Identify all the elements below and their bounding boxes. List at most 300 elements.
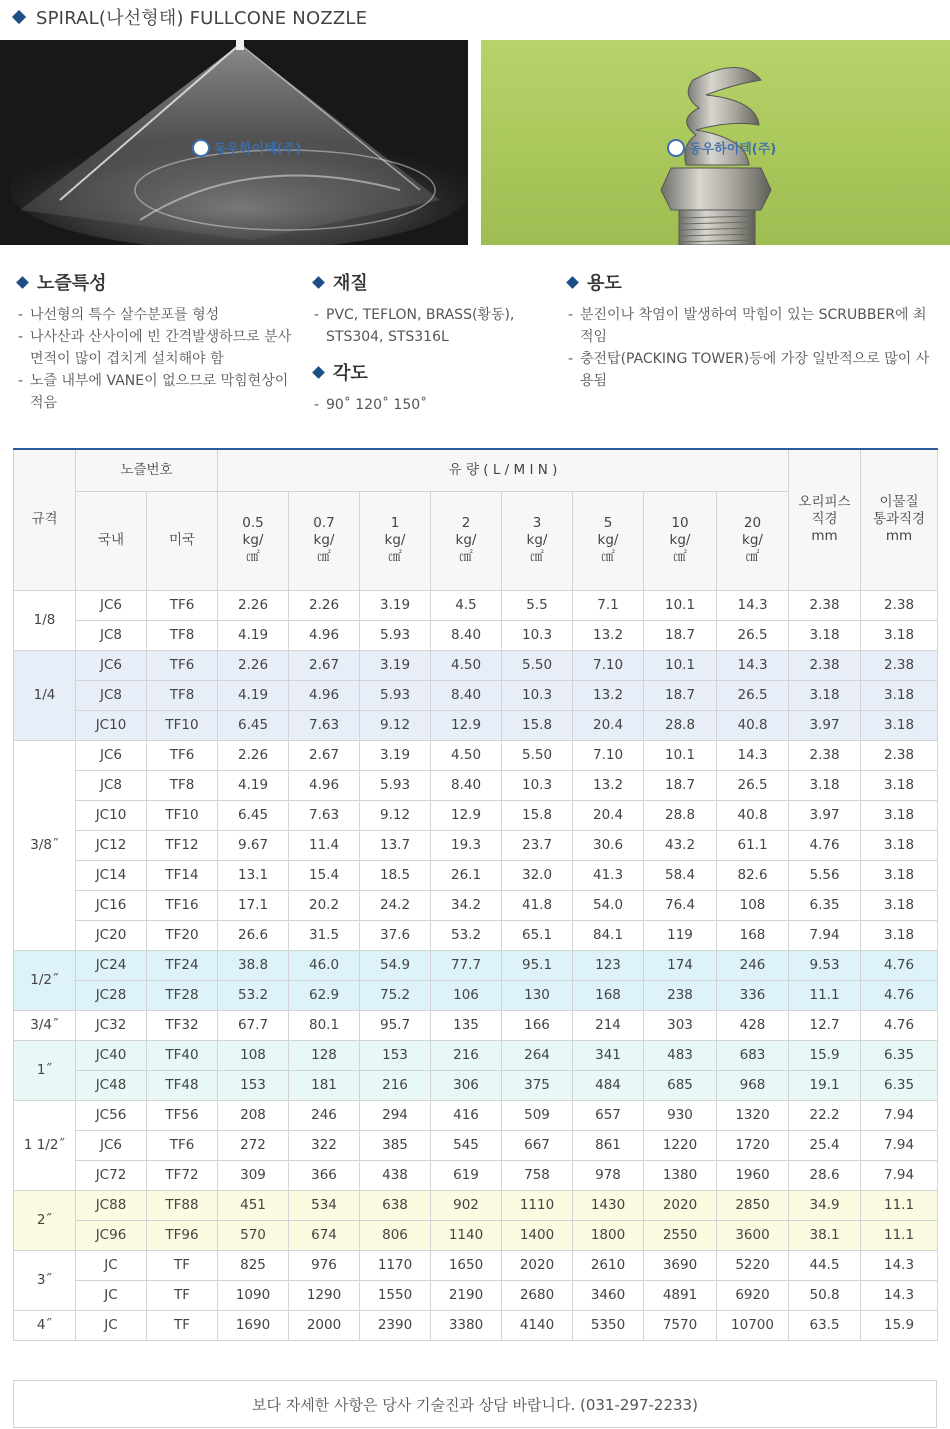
table-cell: JC8 (76, 620, 147, 650)
table-cell: TF8 (147, 620, 218, 650)
table-cell: 40.8 (717, 800, 789, 830)
table-cell: 11.4 (289, 830, 360, 860)
diamond-bullet-icon (312, 276, 325, 289)
table-cell: 2000 (289, 1310, 360, 1340)
header-line: 통과직경 (872, 511, 926, 528)
table-row (14, 590, 938, 620)
table-cell: 7.10 (573, 740, 644, 770)
table-row (14, 800, 938, 830)
table-cell: 14.3 (861, 1250, 938, 1280)
table-cell: TF88 (147, 1190, 218, 1220)
usage-heading (564, 268, 934, 296)
table-cell: 2610 (573, 1250, 644, 1280)
header-line: ㎠ (673, 549, 687, 565)
size-cell: 3˝ (14, 1250, 76, 1310)
table-cell: 80.1 (289, 1010, 360, 1040)
table-cell: 1690 (218, 1310, 289, 1340)
table-cell: 28.8 (644, 800, 717, 830)
table-cell: 7570 (644, 1310, 717, 1340)
header-line: 0.5 (242, 515, 264, 531)
table-cell: 26.5 (717, 770, 789, 800)
table-cell: 2190 (431, 1280, 502, 1310)
size-cell: 3/8˝ (14, 740, 76, 950)
table-cell: 5.56 (789, 860, 861, 890)
table-cell: TF6 (147, 740, 218, 770)
features-heading-text: 노즐특성 (37, 273, 107, 294)
table-cell: JC72 (76, 1160, 147, 1190)
table-cell: JC (76, 1310, 147, 1340)
table-cell: 6920 (717, 1280, 789, 1310)
table-cell: 657 (573, 1100, 644, 1130)
table-row (14, 710, 938, 740)
table-cell: 322 (289, 1130, 360, 1160)
header-us: 미국 (147, 491, 218, 590)
header-pressure (218, 491, 289, 590)
header-pressure (289, 491, 360, 590)
table-cell: 674 (289, 1220, 360, 1250)
table-cell: 82.6 (717, 860, 789, 890)
table-cell: 4.19 (218, 770, 289, 800)
table-cell: 18.7 (644, 620, 717, 650)
watermark (667, 138, 776, 157)
material-heading (310, 268, 550, 296)
table-cell: 123 (573, 950, 644, 980)
table-cell: 825 (218, 1250, 289, 1280)
table-cell: TF10 (147, 710, 218, 740)
table-row (14, 1100, 938, 1130)
table-row (14, 620, 938, 650)
table-cell: 246 (289, 1100, 360, 1130)
table-cell: 758 (502, 1160, 573, 1190)
table-cell: 26.1 (431, 860, 502, 890)
table-cell: 4.96 (289, 770, 360, 800)
table-cell: JC6 (76, 650, 147, 680)
table-cell: 667 (502, 1130, 573, 1160)
table-cell: 77.7 (431, 950, 502, 980)
table-cell: JC48 (76, 1070, 147, 1100)
table-cell: 3.18 (861, 800, 938, 830)
table-cell: JC6 (76, 590, 147, 620)
table-cell: 1170 (360, 1250, 431, 1280)
table-row (14, 1130, 938, 1160)
table-cell: 34.9 (789, 1190, 861, 1220)
table-cell: 8.40 (431, 680, 502, 710)
table-cell: 95.7 (360, 1010, 431, 1040)
table-row (14, 1010, 938, 1040)
table-cell: 6.45 (218, 710, 289, 740)
table-row (14, 1070, 938, 1100)
table-cell: 902 (431, 1190, 502, 1220)
table-row (14, 1190, 938, 1220)
header-size: 규격 (14, 449, 76, 590)
table-cell: TF8 (147, 770, 218, 800)
header-line: 오리피스 (798, 494, 851, 511)
table-cell: 509 (502, 1100, 573, 1130)
table-cell: 13.2 (573, 680, 644, 710)
table-cell: 6.45 (218, 800, 289, 830)
table-cell: 6.35 (861, 1070, 938, 1100)
table-cell: 5.5 (502, 590, 573, 620)
table-cell: 18.5 (360, 860, 431, 890)
table-cell: 135 (431, 1010, 502, 1040)
spray-pattern-photo (0, 40, 468, 245)
watermark-text: 동우하이텍(주) (214, 142, 302, 157)
table-cell: 9.53 (789, 950, 861, 980)
table-cell: 1380 (644, 1160, 717, 1190)
header-pressure (431, 491, 502, 590)
angle-heading (310, 358, 550, 386)
table-cell: 1290 (289, 1280, 360, 1310)
material-list (310, 304, 550, 348)
table-cell: 19.3 (431, 830, 502, 860)
contact-notice: 보다 자세한 사항은 당사 기술진과 상담 바랍니다. (031-297-2233) (13, 1380, 937, 1428)
table-row (14, 830, 938, 860)
diamond-bullet-icon (566, 276, 579, 289)
table-cell: 3380 (431, 1310, 502, 1340)
watermark (192, 138, 301, 157)
table-cell: JC8 (76, 680, 147, 710)
table-cell: 181 (289, 1070, 360, 1100)
header-line: 0.7 (313, 515, 335, 531)
table-cell: 570 (218, 1220, 289, 1250)
table-cell: 128 (289, 1040, 360, 1070)
table-cell: JC10 (76, 710, 147, 740)
table-cell: 13.2 (573, 770, 644, 800)
table-row (14, 860, 938, 890)
table-cell: TF12 (147, 830, 218, 860)
table-cell: JC20 (76, 920, 147, 950)
table-row (14, 770, 938, 800)
table-cell: 2020 (502, 1250, 573, 1280)
table-cell: 3.19 (360, 740, 431, 770)
table-row (14, 1160, 938, 1190)
table-cell: 10700 (717, 1310, 789, 1340)
table-cell: 5.50 (502, 740, 573, 770)
table-cell: 75.2 (360, 980, 431, 1010)
table-cell: 130 (502, 980, 573, 1010)
table-cell: 861 (573, 1130, 644, 1160)
table-cell: 5220 (717, 1250, 789, 1280)
header-line: kg/ (384, 532, 406, 548)
table-cell: TF6 (147, 1130, 218, 1160)
size-cell: 1 1/2˝ (14, 1100, 76, 1190)
table-cell: 41.3 (573, 860, 644, 890)
table-cell: 34.2 (431, 890, 502, 920)
header-passage-diameter (861, 449, 938, 590)
table-cell: 46.0 (289, 950, 360, 980)
diamond-bullet-icon (16, 276, 29, 289)
usage-heading-text: 용도 (587, 273, 622, 294)
table-cell: 4.76 (789, 830, 861, 860)
header-line: kg/ (669, 532, 691, 548)
list-item: - 노즐 내부에 VANE이 없으므로 막힘현상이 적음 (14, 370, 294, 414)
header-line: ㎠ (246, 549, 260, 565)
table-cell: 685 (644, 1070, 717, 1100)
table-cell: 53.2 (431, 920, 502, 950)
table-cell: 3.18 (789, 770, 861, 800)
table-cell: 968 (717, 1070, 789, 1100)
header-line: mm (885, 528, 913, 545)
table-cell: 10.1 (644, 590, 717, 620)
table-cell: 1140 (431, 1220, 502, 1250)
table-cell: 25.4 (789, 1130, 861, 1160)
table-cell: 7.63 (289, 710, 360, 740)
table-cell: 15.9 (861, 1310, 938, 1340)
table-cell: TF16 (147, 890, 218, 920)
table-cell: 58.4 (644, 860, 717, 890)
header-line: ㎠ (459, 549, 473, 565)
table-cell: 1550 (360, 1280, 431, 1310)
table-cell: 168 (573, 980, 644, 1010)
usage-list (564, 304, 934, 392)
table-cell: 14.3 (717, 590, 789, 620)
table-cell: JC24 (76, 950, 147, 980)
table-cell: 309 (218, 1160, 289, 1190)
table-cell: TF48 (147, 1070, 218, 1100)
header-line: ㎠ (388, 549, 402, 565)
table-cell: 15.9 (789, 1040, 861, 1070)
table-row (14, 740, 938, 770)
table-cell: 44.5 (789, 1250, 861, 1280)
header-orifice-diameter (789, 449, 861, 590)
table-cell: 30.6 (573, 830, 644, 860)
table-cell: 2680 (502, 1280, 573, 1310)
table-cell: 2.67 (289, 740, 360, 770)
table-cell: 38.8 (218, 950, 289, 980)
company-logo-icon (667, 139, 685, 157)
table-cell: 10.1 (644, 650, 717, 680)
table-cell: 23.7 (502, 830, 573, 860)
table-cell: 61.1 (717, 830, 789, 860)
table-cell: 2.26 (218, 650, 289, 680)
table-cell: 1800 (573, 1220, 644, 1250)
table-cell: 54.0 (573, 890, 644, 920)
table-cell: 5.93 (360, 770, 431, 800)
table-cell: 208 (218, 1100, 289, 1130)
header-line: kg/ (242, 532, 264, 548)
table-cell: 7.94 (789, 920, 861, 950)
table-cell: 20.2 (289, 890, 360, 920)
table-cell: JC (76, 1280, 147, 1310)
header-pressure (360, 491, 431, 590)
table-cell: 26.5 (717, 680, 789, 710)
table-cell: 2.26 (218, 590, 289, 620)
page-title-row (14, 4, 367, 30)
table-cell: 484 (573, 1070, 644, 1100)
table-cell: JC8 (76, 770, 147, 800)
table-cell: 84.1 (573, 920, 644, 950)
table-row (14, 920, 938, 950)
table-cell: 272 (218, 1130, 289, 1160)
table-row (14, 1310, 938, 1340)
angle-heading-text: 각도 (333, 363, 368, 384)
table-cell: TF (147, 1280, 218, 1310)
table-cell: 4.76 (861, 1010, 938, 1040)
table-cell: TF24 (147, 950, 218, 980)
table-cell: 3.18 (861, 860, 938, 890)
table-cell: TF (147, 1310, 218, 1340)
table-cell: 26.5 (717, 620, 789, 650)
table-cell: 216 (431, 1040, 502, 1070)
table-cell: JC14 (76, 860, 147, 890)
table-cell: 3.18 (861, 680, 938, 710)
table-cell: 65.1 (502, 920, 573, 950)
features-list (14, 304, 294, 414)
table-cell: TF72 (147, 1160, 218, 1190)
flow-spec-table (13, 448, 938, 1341)
table-cell: 976 (289, 1250, 360, 1280)
table-cell: TF96 (147, 1220, 218, 1250)
table-cell: 174 (644, 950, 717, 980)
size-cell: 1/4 (14, 650, 76, 740)
table-cell: 4.76 (861, 980, 938, 1010)
diamond-bullet-icon (312, 366, 325, 379)
header-line: 10 (671, 515, 689, 531)
table-row (14, 1280, 938, 1310)
table-cell: 31.5 (289, 920, 360, 950)
table-cell: 28.8 (644, 710, 717, 740)
table-cell: 10.1 (644, 740, 717, 770)
table-cell: 385 (360, 1130, 431, 1160)
header-line: kg/ (313, 532, 335, 548)
table-cell: 13.1 (218, 860, 289, 890)
table-cell: 18.7 (644, 770, 717, 800)
table-cell: 930 (644, 1100, 717, 1130)
table-cell: 545 (431, 1130, 502, 1160)
table-cell: 4.96 (289, 680, 360, 710)
table-cell: 2.67 (289, 650, 360, 680)
table-cell: 43.2 (644, 830, 717, 860)
table-cell: 153 (360, 1040, 431, 1070)
table-cell: 683 (717, 1040, 789, 1070)
features-heading (14, 268, 294, 296)
table-cell: 3.18 (861, 920, 938, 950)
table-cell: 76.4 (644, 890, 717, 920)
size-cell: 1/2˝ (14, 950, 76, 1010)
size-cell: 1˝ (14, 1040, 76, 1100)
table-cell: 166 (502, 1010, 573, 1040)
table-cell: 4891 (644, 1280, 717, 1310)
list-item: - 충전탑(PACKING TOWER)등에 가장 일반적으로 많이 사용됨 (564, 348, 934, 392)
table-cell: 303 (644, 1010, 717, 1040)
usage-section (564, 268, 934, 392)
size-cell: 1/8 (14, 590, 76, 650)
table-cell: 3600 (717, 1220, 789, 1250)
table-cell: 4.76 (861, 950, 938, 980)
size-cell: 2˝ (14, 1190, 76, 1250)
table-cell: 1090 (218, 1280, 289, 1310)
header-line: kg/ (597, 532, 619, 548)
header-line: kg/ (526, 532, 548, 548)
table-cell: 19.1 (789, 1070, 861, 1100)
table-cell: 12.7 (789, 1010, 861, 1040)
table-cell: 2020 (644, 1190, 717, 1220)
table-cell: 5.50 (502, 650, 573, 680)
table-cell: TF20 (147, 920, 218, 950)
header-line: ㎠ (530, 549, 544, 565)
table-cell: 2.38 (789, 650, 861, 680)
header-line: ㎠ (745, 549, 760, 565)
table-cell: 4140 (502, 1310, 573, 1340)
header-line: ㎠ (601, 549, 615, 565)
table-cell: JC12 (76, 830, 147, 860)
table-cell: JC96 (76, 1220, 147, 1250)
header-line: kg/ (742, 532, 763, 548)
header-pressure (644, 491, 717, 590)
table-cell: 416 (431, 1100, 502, 1130)
table-cell: 1110 (502, 1190, 573, 1220)
table-row (14, 650, 938, 680)
table-cell: 32.0 (502, 860, 573, 890)
table-cell: 2550 (644, 1220, 717, 1250)
table-cell: 14.3 (717, 740, 789, 770)
table-cell: 18.7 (644, 680, 717, 710)
table-cell: 168 (717, 920, 789, 950)
page-title: SPIRAL(나선형태) FULLCONE NOZZLE (36, 8, 368, 29)
table-cell: 108 (218, 1040, 289, 1070)
table-cell: 3.19 (360, 650, 431, 680)
table-cell: 63.5 (789, 1310, 861, 1340)
table-cell: TF6 (147, 650, 218, 680)
table-cell: 2.38 (861, 740, 938, 770)
table-cell: 306 (431, 1070, 502, 1100)
table-cell: JC6 (76, 1130, 147, 1160)
table-cell: 5.93 (360, 620, 431, 650)
table-cell: 1720 (717, 1130, 789, 1160)
table-row (14, 1250, 938, 1280)
table-cell: 9.12 (360, 800, 431, 830)
table-cell: 4.96 (289, 620, 360, 650)
table-cell: 24.2 (360, 890, 431, 920)
table-cell: 438 (360, 1160, 431, 1190)
table-cell: 14.3 (717, 650, 789, 680)
table-cell: 95.1 (502, 950, 573, 980)
table-cell: 14.3 (861, 1280, 938, 1310)
header-pressure (573, 491, 644, 590)
table-cell: 2.38 (861, 590, 938, 620)
table-cell: 10.3 (502, 770, 573, 800)
table-cell: 3.18 (861, 890, 938, 920)
size-cell: 3/4˝ (14, 1010, 76, 1040)
header-line: 직경 (811, 511, 838, 528)
table-cell: 9.67 (218, 830, 289, 860)
table-cell: 3460 (573, 1280, 644, 1310)
table-cell: 1320 (717, 1100, 789, 1130)
table-cell: 3.18 (861, 620, 938, 650)
table-cell: 7.10 (573, 650, 644, 680)
header-line: mm (811, 528, 838, 545)
table-cell: JC6 (76, 740, 147, 770)
table-cell: 13.2 (573, 620, 644, 650)
table-row (14, 1040, 938, 1070)
table-cell: 341 (573, 1040, 644, 1070)
table-cell: 294 (360, 1100, 431, 1130)
list-item: - 나선형의 특수 살수분포를 형성 (14, 304, 294, 326)
table-cell: 1960 (717, 1160, 789, 1190)
header-line: 20 (743, 515, 762, 531)
table-cell: 2850 (717, 1190, 789, 1220)
table-cell: JC32 (76, 1010, 147, 1040)
table-cell: 3.97 (789, 710, 861, 740)
table-cell: 108 (717, 890, 789, 920)
table-cell: 62.9 (289, 980, 360, 1010)
table-cell: JC56 (76, 1100, 147, 1130)
table-cell: 37.6 (360, 920, 431, 950)
list-item: - PVC, TEFLON, BRASS(황동), STS304, STS316L (310, 304, 550, 348)
table-cell: 7.1 (573, 590, 644, 620)
table-cell: JC40 (76, 1040, 147, 1070)
table-cell: 4.19 (218, 680, 289, 710)
